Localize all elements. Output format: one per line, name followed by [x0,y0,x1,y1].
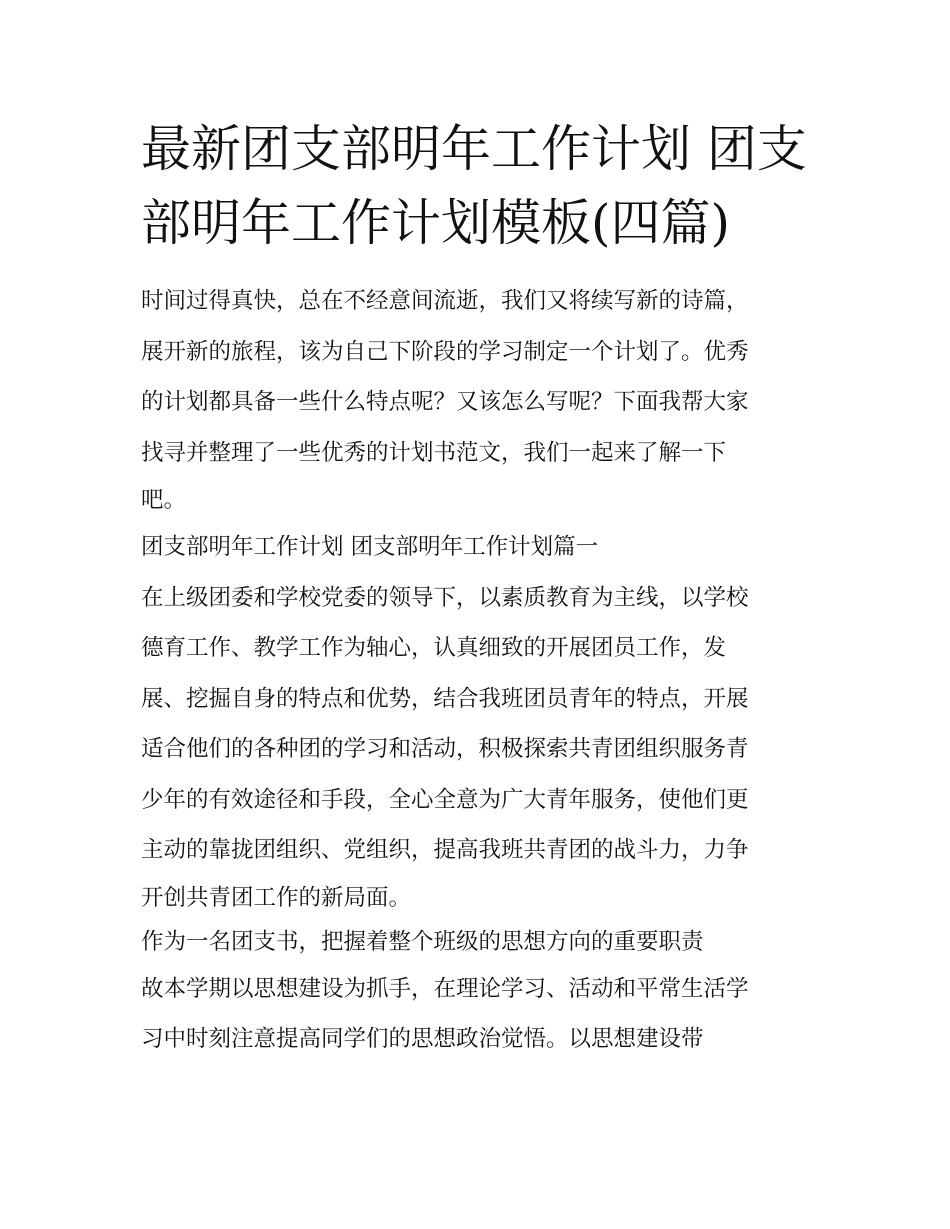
body-line: 开创共青团工作的新局面。 [141,884,412,911]
body-line: 主动的靠拢团组织、党组织，提高我班共青团的战斗力，力争 [141,837,749,863]
body-line: 展、挖掘自身的特点和优势，结合我班团员青年的特点，开展 [141,685,749,712]
body-line: 在上级团委和学校党委的领导下，以素质教育为主线，以学校 [141,584,749,611]
body-line: 的计划都具备一些什么特点呢？又该怎么写呢？下面我帮大家 [141,389,749,415]
body-line: 找寻并整理了一些优秀的计划书范文，我们一起来了解一下 [141,439,727,466]
section-heading: 团支部明年工作计划 团支部明年工作计划篇一 [141,534,599,560]
body-line: 少年的有效途径和手段，全心全意为广大青年服务，使他们更 [141,786,749,813]
body-line: 时间过得真快，总在不经意间流逝，我们又将续写新的诗篇， [141,288,749,314]
body-line: 展开新的旅程，该为自己下阶段的学习制定一个计划了。优秀 [141,338,749,365]
body-line: 故本学期以思想建设为抓手，在理论学习、活动和平常生活学 [141,975,749,1002]
body-line: 作为一名团支书，把握着整个班级的思想方向的重要职责 [141,928,704,955]
title-line-2: 部明年工作计划模板(四篇) [141,194,731,252]
document-body [141,276,821,1065]
document-title [141,112,831,260]
body-line: 习中时刻注意提高同学们的思想政治觉悟。以思想建设带 [141,1026,704,1052]
title-line-1: 最新团支部明年工作计划 团支 [141,120,807,178]
body-line: 德育工作、教学工作为轴心，认真细致的开展团员工作，发 [141,635,727,661]
body-line: 吧。 [141,487,187,513]
body-line: 适合他们的各种团的学习和活动，积极探索共青团组织服务青 [141,736,749,762]
